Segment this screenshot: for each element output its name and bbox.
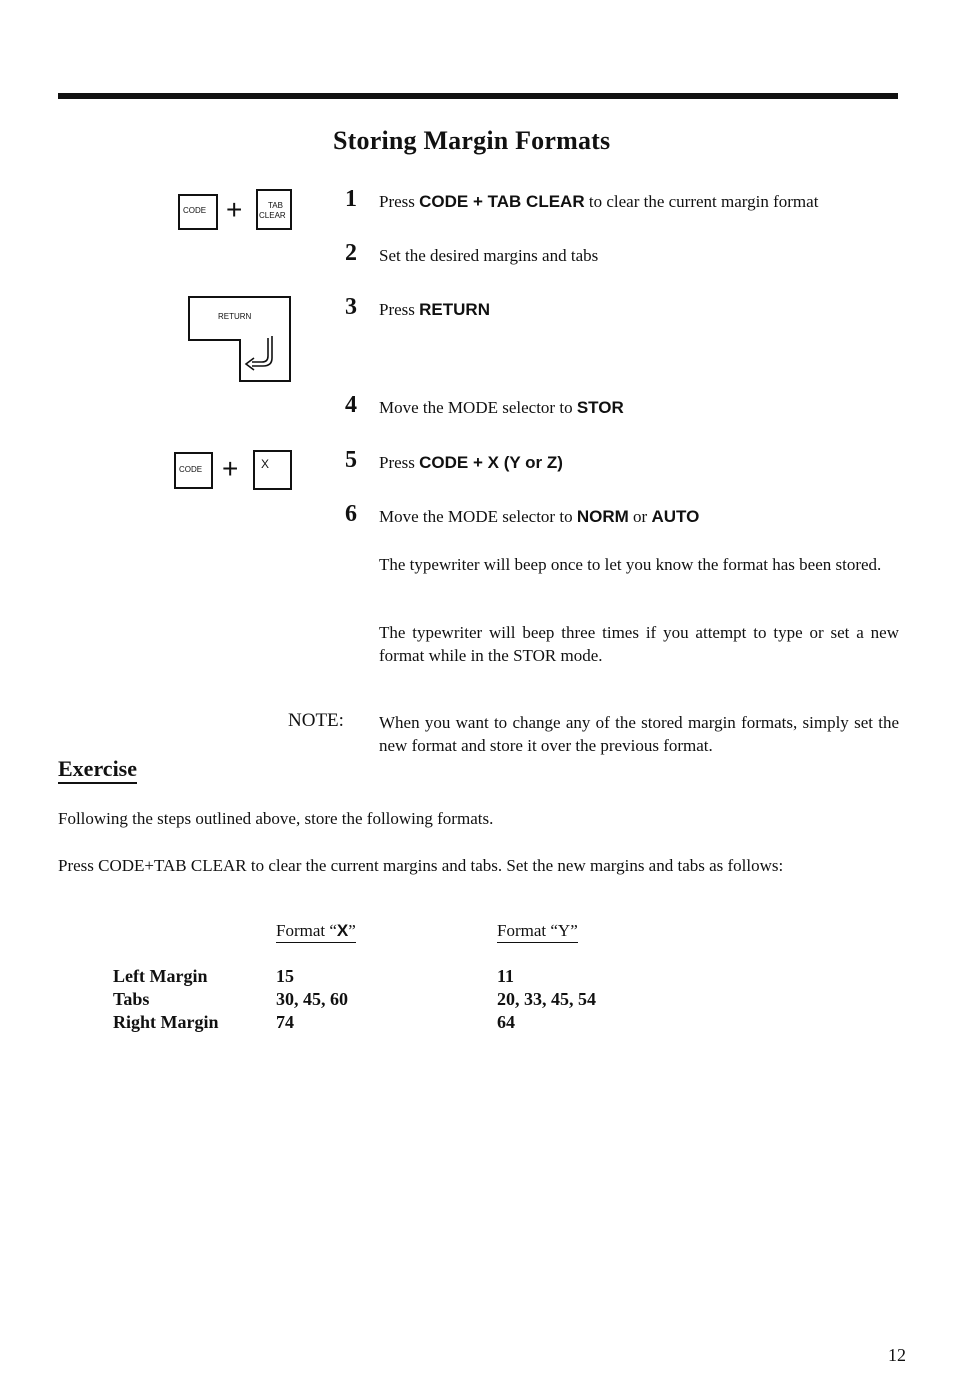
exercise-intro: Following the steps outlined above, store the following formats. [58,809,494,828]
step-3-text [379,300,490,320]
note-label: NOTE: [288,710,344,731]
header-key: X [336,921,349,940]
plus-sign: + [226,194,243,225]
step-text: Move the MODE selector to [379,398,577,417]
step-text: Press [379,300,420,319]
paragraph-beep-three: The typewriter will beep three times if you attempt to type or set a new format while in the STOR mode. [379,623,899,665]
step-text: Press [379,453,420,472]
tab-clear-key-icon [256,189,292,230]
code-key-label: CODE [179,465,203,474]
plus-sign: + [222,453,239,484]
note-text: When you want to change any of the stored margin formats, simply set the new format and store it over the previous format. [379,713,899,755]
row-label: Left Margin [113,966,208,986]
page-number: 12 [888,1345,906,1365]
format-x-value: 74 [276,1012,294,1032]
code-key-icon [178,194,218,230]
header-text: Format “ [276,921,337,940]
exercise-heading: Exercise [58,756,137,784]
step-text: Move the MODE selector to [379,507,577,526]
row-label: Right Margin [113,1012,219,1032]
step-number: 5 [345,447,357,473]
code-key-label: CODE [183,206,207,215]
row-label: Tabs [113,989,150,1009]
step-number: 2 [345,240,357,266]
header-text: ” [570,921,578,940]
step-number: 1 [345,186,357,212]
step-number: 3 [345,294,357,320]
step-key-bold: AUTO [651,507,700,526]
paragraph-beep-once: The typewriter will beep once to let you know the format has been stored. [379,555,882,574]
header-text: ” [348,921,356,940]
code-key-icon [174,452,213,489]
step-key-bold: CODE + X (Y or Z) [419,453,563,472]
step-5-text [379,453,563,473]
step-6-text [379,507,699,527]
header-text: Format “ [497,921,558,940]
header-rule [58,93,898,99]
clear-key-label: CLEAR [259,211,286,220]
format-y-value: 64 [497,1012,515,1032]
format-x-value: 30, 45, 60 [276,989,348,1009]
step-key-bold: RETURN [419,300,490,319]
format-y-value: 11 [497,966,515,986]
step-key-bold: STOR [576,398,624,417]
format-y-header [497,921,578,943]
exercise-instruction: Press CODE+TAB CLEAR to clear the current margins and tabs. Set the new margins and tabs as follows: [58,856,784,875]
return-key-label: RETURN [218,312,252,321]
step-text: to clear the current margin format [584,192,819,211]
step-1-text [379,192,818,212]
step-2-text [379,246,598,266]
format-x-header [276,921,356,943]
step-number: 4 [345,392,357,418]
step-text: Press [379,192,420,211]
step-number: 6 [345,501,357,527]
step-4-text [379,398,624,418]
format-y-value: 20, 33, 45, 54 [497,989,596,1009]
header-key: Y [557,921,571,940]
x-key-icon [253,450,292,490]
tab-key-label: TAB [268,201,283,210]
step-text: Set the desired margins and tabs [379,246,599,265]
format-x-value: 15 [276,966,294,986]
step-key-bold: NORM [576,507,629,526]
x-key-label: X [261,457,270,471]
page-title: Storing Margin Formats [333,126,611,155]
step-text: or [628,507,652,526]
step-key-bold: CODE + TAB CLEAR [419,192,585,211]
